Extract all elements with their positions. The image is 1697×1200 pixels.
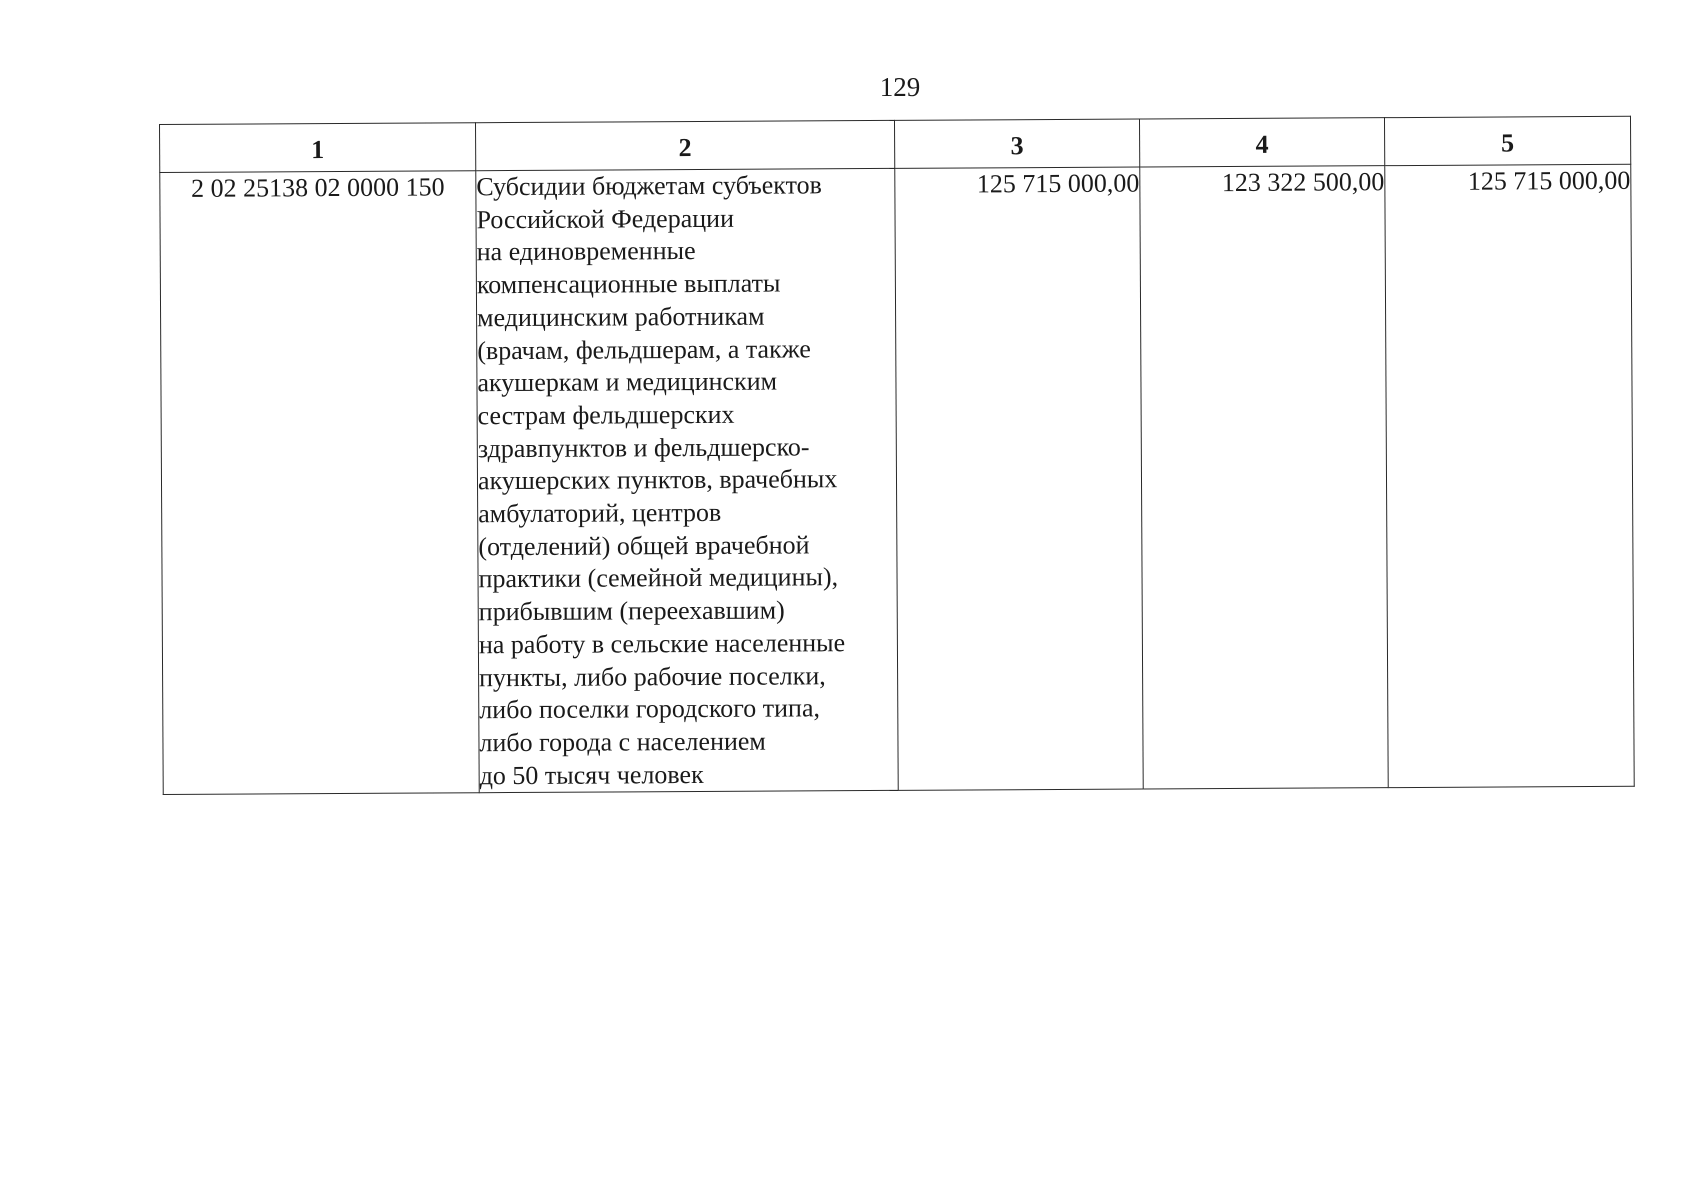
column-header-4: 4 bbox=[1139, 118, 1384, 167]
budget-classification-code: 2 02 25138 02 0000 150 bbox=[160, 171, 479, 795]
description-line: медицинским работникам bbox=[477, 301, 765, 333]
description-line: акушерских пунктов, врачебных bbox=[477, 464, 838, 496]
description-line: либо поселки городского типа, bbox=[479, 693, 821, 725]
description-line: (врачам, фельдшерам, а также bbox=[477, 333, 811, 365]
budget-table-container bbox=[159, 116, 1635, 796]
table-header-row bbox=[160, 116, 1631, 172]
amount-column-3: 125 715 000,00 bbox=[895, 167, 1143, 791]
amount-column-4: 123 322 500,00 bbox=[1140, 166, 1388, 790]
description-line: Российской Федерации bbox=[476, 203, 735, 234]
page-number: 129 bbox=[879, 72, 921, 102]
amount-column-5: 125 715 000,00 bbox=[1385, 164, 1634, 788]
description-line: либо города с населением bbox=[479, 726, 766, 758]
column-header-5: 5 bbox=[1384, 116, 1630, 165]
table-row bbox=[160, 164, 1634, 795]
description-line: практики (семейной медицины), bbox=[478, 562, 839, 594]
description-line: (отделений) общей врачебной bbox=[478, 530, 810, 561]
description-line: амбулаторий, центров bbox=[478, 497, 722, 529]
description-line: сестрам фельдшерских bbox=[477, 399, 735, 431]
column-header-1: 1 bbox=[160, 123, 476, 173]
description-line: компенсационные выплаты bbox=[476, 268, 781, 300]
description-line: акушеркам и медицинским bbox=[477, 366, 778, 398]
description-line: прибывшим (переехавшим) bbox=[478, 595, 785, 627]
description-line: на единовременные bbox=[476, 236, 696, 267]
column-header-2: 2 bbox=[475, 120, 894, 170]
description-line: пункты, либо рабочие поселки, bbox=[479, 660, 826, 692]
income-description bbox=[476, 168, 898, 793]
description-line: здравпунктов и фельдшерско- bbox=[477, 431, 810, 463]
column-header-3: 3 bbox=[894, 119, 1139, 168]
description-line: до 50 тысяч человек bbox=[479, 759, 704, 790]
budget-table bbox=[159, 116, 1635, 796]
description-line: Субсидии бюджетам субъектов bbox=[476, 170, 822, 202]
description-line: на работу в сельские населенные bbox=[478, 628, 846, 660]
